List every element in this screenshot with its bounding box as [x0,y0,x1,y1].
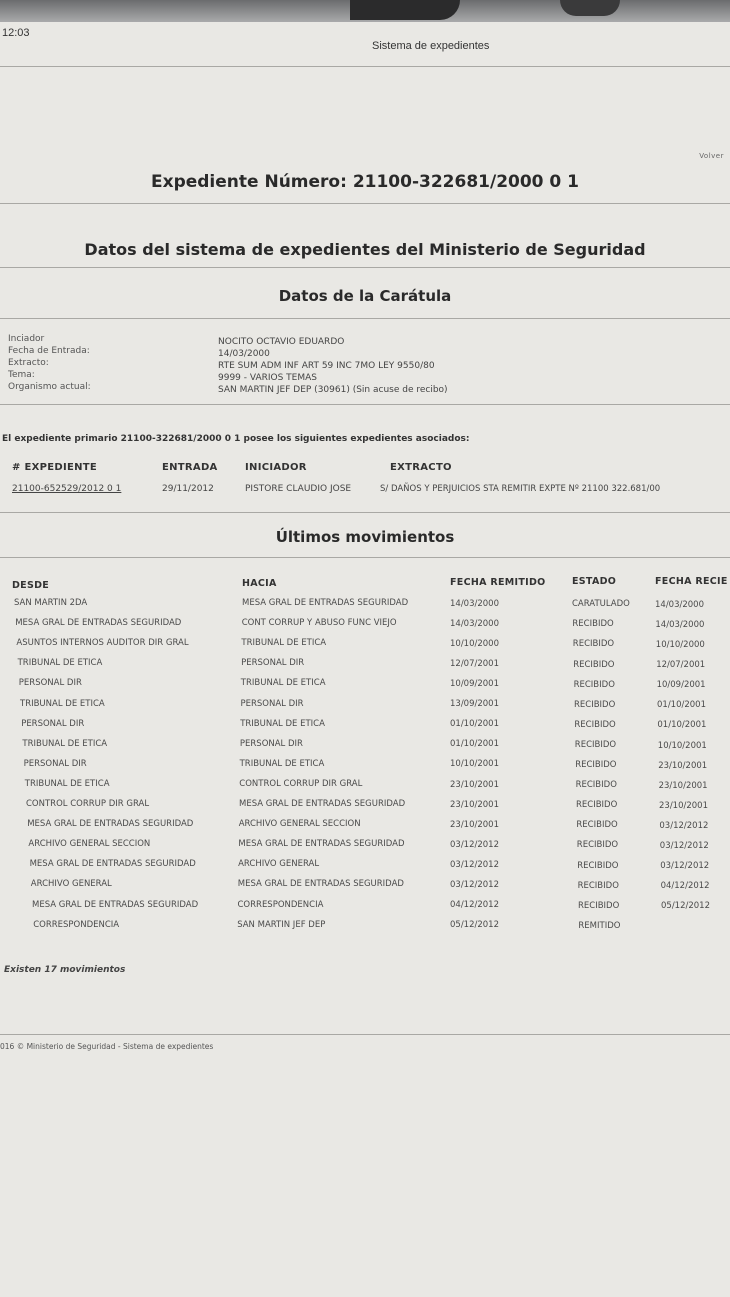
table-cell: 14/03/2000 [655,619,705,630]
caratula-label: Organismo actual: [8,382,91,392]
table-cell: TRIBUNAL DE ETICA [20,698,105,709]
table-cell: 23/10/2001 [450,779,499,790]
table-cell: RECIBIDO [573,659,615,670]
table-cell: TRIBUNAL DE ETICA [239,758,325,769]
table-cell: RECIBIDO [576,820,618,831]
table-cell: 10/09/2001 [450,679,499,689]
table-cell: PERSONAL DIR [239,738,303,749]
table-cell: 12/07/2001 [656,660,706,671]
volver-link[interactable]: Volver [699,152,724,160]
table-cell: 03/12/2012 [450,839,499,850]
table-cell: ARCHIVO GENERAL SECCION [238,819,361,830]
table-cell: 01/10/2001 [657,700,706,711]
table-cell: 10/10/2001 [450,759,499,770]
table-cell: TRIBUNAL DE ETICA [240,678,326,689]
table-cell: 14/03/2000 [655,599,704,610]
table-cell: 12/07/2001 [450,658,499,669]
asociados-header: INICIADOR [245,462,307,473]
table-cell: CORRESPONDENCIA [237,899,324,910]
table-cell: RECIBIDO [572,619,614,630]
table-cell: 23/10/2001 [450,799,499,810]
table-cell: CONTROL CORRUP DIR GRAL [26,799,150,809]
table-cell: RECIBIDO [578,900,620,911]
table-cell: MESA GRAL DE ENTRADAS SEGURIDAD [15,618,182,629]
table-cell: RECIBIDO [573,679,615,690]
table-cell: 03/12/2012 [659,841,709,851]
table-cell: RECIBIDO [576,800,618,811]
table-cell: SAN MARTIN JEF DEP [237,919,326,930]
datos-sistema-title: Datos del sistema de expedientes del Ministerio de Seguridad [84,240,646,259]
divider [0,512,730,513]
table-cell: MESA GRAL DE ENTRADAS SEGURIDAD [27,819,194,830]
table-cell: TRIBUNAL DE ETICA [17,658,103,669]
movimientos-title: Últimos movimientos [275,528,455,546]
table-cell: ASUNTOS INTERNOS AUDITOR DIR GRAL [16,638,189,649]
asociados-header: # EXPEDIENTE [12,462,98,473]
table-cell: MESA GRAL DE ENTRADAS SEGURIDAD [242,598,409,608]
table-cell: PERSONAL DIR [241,658,305,669]
table-cell: ARCHIVO GENERAL [30,879,112,890]
footer-text: 016 © Ministerio de Seguridad - Sistema de expedientes [0,1042,214,1051]
table-cell: 13/09/2001 [450,699,499,710]
table-cell: RECIBIDO [576,840,619,851]
table-cell: 23/10/2001 [659,800,708,811]
table-cell: 14/03/2000 [450,618,499,629]
table-cell: PERSONAL DIR [18,678,82,689]
table-cell: RECIBIDO [577,880,619,891]
table-cell: 04/12/2012 [660,881,710,892]
table-cell: 03/12/2012 [450,859,499,870]
table-cell: 01/10/2001 [450,719,499,730]
table-cell: MESA GRAL DE ENTRADAS SEGURIDAD [239,799,406,809]
caratula-label: Tema: [8,370,35,380]
table-cell: MESA GRAL DE ENTRADAS SEGURIDAD [29,859,196,870]
table-cell: CORRESPONDENCIA [33,919,120,930]
asociados-header: EXTRACTO [390,462,452,473]
table-cell: 29/11/2012 [162,484,214,494]
table-cell: PERSONAL DIR [240,698,304,709]
table-cell: REMITIDO [578,920,621,931]
photo-top-edge [0,0,730,22]
clock: 12:03 [2,27,30,39]
divider [0,1034,730,1035]
expediente-link[interactable]: 21100-652529/2012 0 1 [12,484,122,494]
table-cell: CARATULADO [572,599,630,610]
caratula-value: 9999 - VARIOS TEMAS [218,373,317,383]
table-cell: S/ DAÑOS Y PERJUICIOS STA REMITIR EXPTE Nº 21100 322.681/00 [380,484,661,494]
table-cell: 04/12/2012 [450,900,499,911]
table-cell: SAN MARTIN 2DA [14,598,88,608]
table-cell: 10/09/2001 [656,680,706,691]
caratula-label: Fecha de Entrada: [8,346,90,356]
system-title: Sistema de expedientes [372,40,490,52]
table-cell: 10/10/2001 [657,740,707,751]
table-cell: RECIBIDO [574,739,617,750]
table-cell: RECIBIDO [577,860,619,871]
caratula-label: Inciador [8,334,45,344]
table-cell: 10/10/2000 [450,638,499,649]
table-cell: 01/10/2001 [657,720,707,731]
caratula-value: SAN MARTIN JEF DEP (30961) (Sin acuse de recibo) [218,385,448,395]
table-cell: 10/10/2000 [655,640,705,650]
caratula-title: Datos de la Carátula [278,287,452,305]
divider [0,267,730,268]
table-cell: TRIBUNAL DE ETICA [241,638,327,649]
table-cell: RECIBIDO [572,639,615,650]
table-cell: 01/10/2001 [450,739,499,750]
table-cell: PISTORE CLAUDIO JOSE [245,484,352,494]
movimientos-header: DESDE [12,580,50,591]
table-cell: ARCHIVO GENERAL [238,859,320,870]
table-cell: 05/12/2012 [661,901,710,912]
movimientos-header: ESTADO [572,576,617,587]
movimientos-header: FECHA REMITIDO [450,577,546,588]
table-cell: MESA GRAL DE ENTRADAS SEGURIDAD [238,839,405,850]
asociados-header: ENTRADA [162,462,218,473]
table-cell: 23/10/2001 [658,760,708,771]
divider [0,203,730,204]
divider [0,557,730,558]
table-cell: 14/03/2000 [450,598,499,609]
caratula-value: RTE SUM ADM INF ART 59 INC 7MO LEY 9550/80 [218,361,435,371]
asociados-intro: El expediente primario 21100-322681/2000 0 1 posee los siguientes expedientes asociados: [2,434,470,444]
movimientos-count: Existen 17 movimientos [4,965,126,975]
movimientos-header: FECHA RECIE [655,576,728,587]
caratula-label: Extracto: [8,358,49,368]
table-cell: ARCHIVO GENERAL SECCION [28,839,151,850]
divider [0,318,730,319]
table-cell: 05/12/2012 [450,920,499,931]
table-cell: PERSONAL DIR [23,758,87,769]
table-cell: 03/12/2012 [450,880,499,890]
table-cell: MESA GRAL DE ENTRADAS SEGURIDAD [237,879,404,890]
caratula-value: NOCITO OCTAVIO EDUARDO [218,337,345,347]
table-cell: 23/10/2001 [450,819,499,830]
table-cell: TRIBUNAL DE ETICA [240,718,325,729]
table-cell: RECIBIDO [575,780,617,791]
table-cell: RECIBIDO [575,760,617,770]
caratula-value: 14/03/2000 [218,349,270,359]
table-cell: RECIBIDO [574,719,616,730]
table-cell: RECIBIDO [574,699,616,710]
table-cell: TRIBUNAL DE ETICA [22,738,108,749]
table-cell: CONT CORRUP Y ABUSO FUNC VIEJO [241,618,397,629]
movimientos-header: HACIA [242,578,277,589]
divider [0,66,730,67]
table-cell: 03/12/2012 [659,820,709,831]
divider [0,404,730,405]
expediente-title: Expediente Número: 21100-322681/2000 0 1 [150,172,580,192]
table-cell: CONTROL CORRUP DIR GRAL [239,778,363,789]
table-cell: 03/12/2012 [660,861,710,872]
table-cell: MESA GRAL DE ENTRADAS SEGURIDAD [32,899,199,910]
table-cell: TRIBUNAL DE ETICA [24,778,110,789]
table-cell: PERSONAL DIR [21,718,85,729]
table-cell: 23/10/2001 [658,780,708,791]
